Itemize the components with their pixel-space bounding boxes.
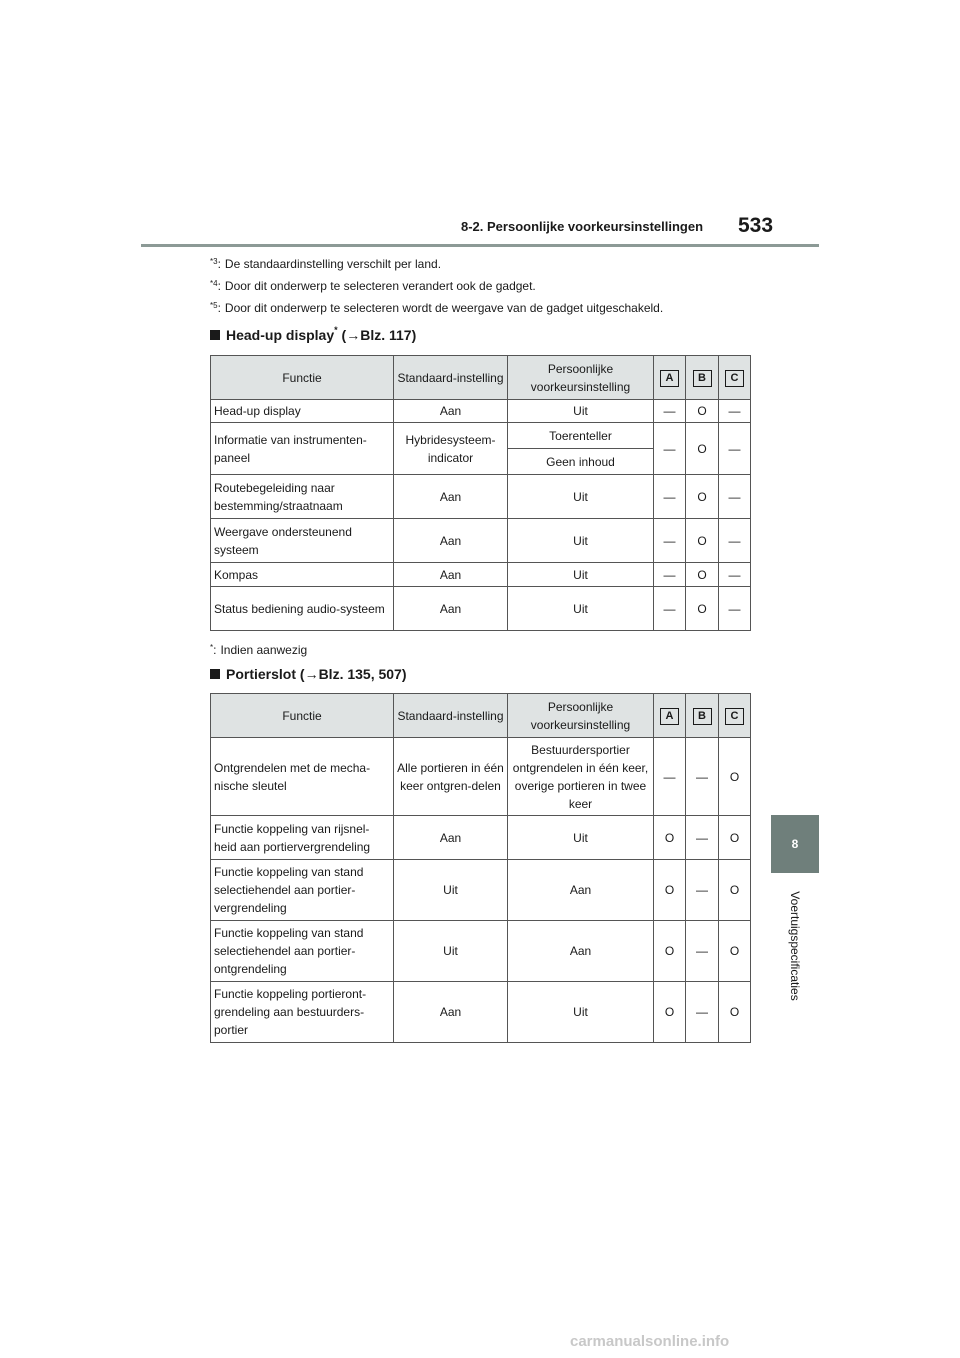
col-a (654, 356, 686, 400)
footnote-optional: *: Indien aanwezig (210, 643, 308, 657)
table-row: Functie koppeling van stand selectiehendel aan portier-vergrendeling Uit Aan O — O (211, 860, 751, 921)
col-custom: Persoonlijke voorkeursinstelling (508, 694, 654, 738)
square-bullet-icon (210, 669, 220, 679)
letter-b-icon: B (693, 370, 712, 387)
square-bullet-icon (210, 330, 220, 340)
chapter-tab[interactable] (771, 815, 819, 873)
head-up-display-table (210, 355, 751, 631)
letter-c-icon: C (725, 708, 744, 725)
col-default: Standaard-instelling (394, 694, 508, 738)
table-row: Geen inhoud (211, 449, 751, 475)
col-function: Functie (211, 694, 394, 738)
footnote: $^{*3}$: De standaardinstelling verschilt per land. (210, 257, 442, 271)
table-row: Functie koppeling van rijsnel-heid aan portiervergrendeling Aan Uit O — O (211, 816, 751, 860)
portierslot-table (210, 693, 751, 1043)
table-row: Kompas Aan Uit — O — (211, 563, 751, 587)
heading-portierslot: Portierslot (→Blz. 135, 507) (210, 666, 407, 682)
col-a (654, 694, 686, 738)
footnote: $^{*4}$: Door dit onderwerp te selecteren verandert ook de gadget. (210, 279, 536, 293)
letter-a-icon: A (660, 370, 679, 387)
col-c (719, 694, 751, 738)
table-row: Weergave ondersteunend systeem Aan Uit — O — (211, 519, 751, 563)
table-row: Head-up display Aan Uit — O — (211, 400, 751, 423)
footnote: $^{*5}$: Door dit onderwerp te selecteren wordt de weergave van de gadget uitgeschakeld. (210, 301, 664, 315)
page-number: 533 (738, 214, 774, 237)
watermark: carmanualsonline.info (570, 1333, 730, 1350)
col-c (719, 356, 751, 400)
table-row: Ontgrendelen met de mecha-nische sleutel Alle portieren in één keer ontgren-delen Bestuurdersportier ontgrendelen in één keer, overige portieren in twee keer — — O (211, 738, 751, 816)
heading-head-up-display: Head-up display* (→Blz. 117) (210, 327, 416, 343)
table-row: Functie koppeling van stand selectiehendel aan portier-ontgrendeling Uit Aan O — O (211, 921, 751, 982)
header-divider (141, 244, 819, 247)
table-row: Routebegeleiding naar bestemming/straatnaam Aan Uit — O — (211, 475, 751, 519)
col-default: Standaard-instelling (394, 356, 508, 400)
letter-a-icon: A (660, 708, 679, 725)
chapter-number: 8 (791, 837, 799, 851)
section-title: 8-2. Persoonlijke voorkeursinstellingen (461, 219, 704, 234)
chapter-label: Voertuigspecificaties (788, 891, 802, 1001)
col-function: Functie (211, 356, 394, 400)
table-row: Status bediening audio-systeem Aan Uit — O — (211, 587, 751, 631)
table-row: Informatie van instrumenten-paneel Hybridesysteem-indicator Toerenteller — O — (211, 423, 751, 449)
table-row: Functie koppeling portieront-grendeling aan bestuurders-portier Aan Uit O — O (211, 982, 751, 1043)
col-custom: Persoonlijke voorkeursinstelling (508, 356, 654, 400)
col-b (686, 694, 719, 738)
letter-b-icon: B (693, 708, 712, 725)
col-b (686, 356, 719, 400)
letter-c-icon: C (725, 370, 744, 387)
